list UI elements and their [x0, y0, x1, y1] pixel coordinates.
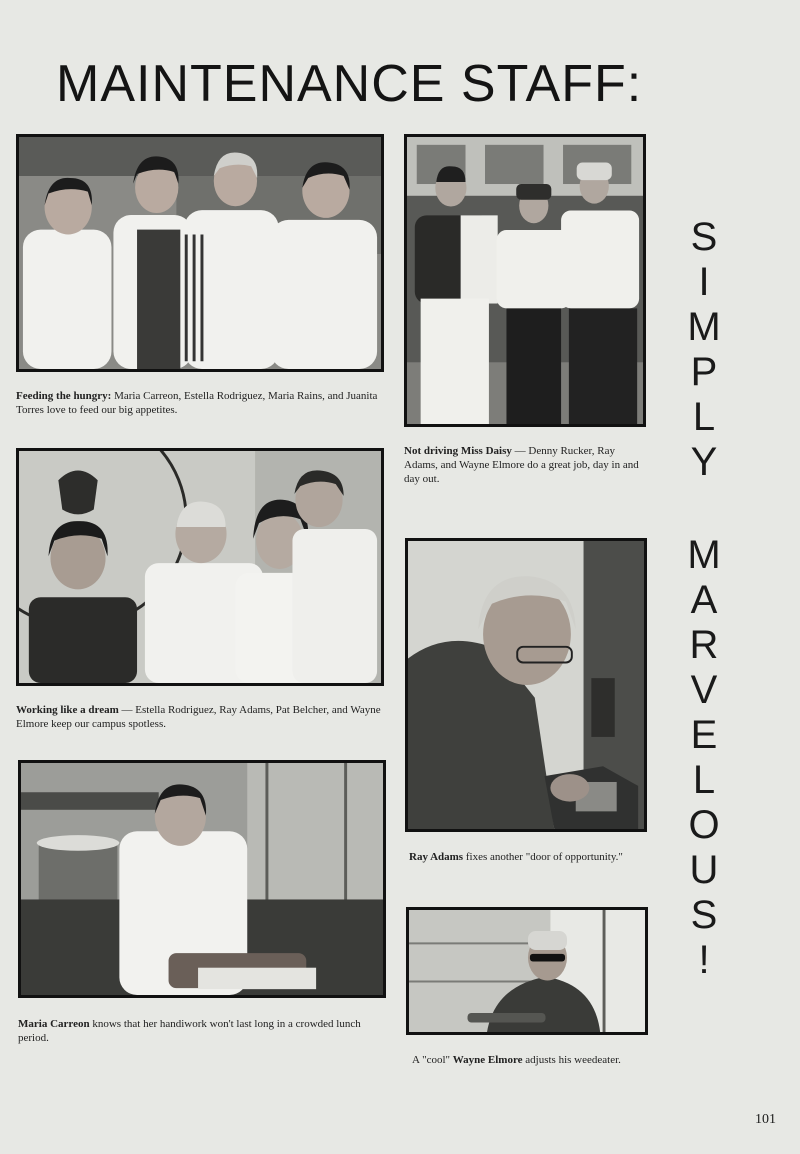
caption-ray-adams-text: fixes another "door of opportunity."	[463, 851, 623, 863]
caption-maria-carreon-bold: Maria Carreon	[18, 1018, 90, 1030]
photo-custodians-image	[19, 451, 381, 683]
caption-wayne-elmore-bold: Wayne Elmore	[452, 1054, 523, 1066]
caption-maria-carreon	[18, 1017, 388, 1045]
photo-maria-carreon-image	[21, 763, 383, 995]
vertical-heading-simply	[684, 215, 724, 485]
photo-wayne-elmore	[406, 907, 648, 1035]
vertical-letter: L	[692, 395, 716, 439]
page-number: 101	[755, 1112, 776, 1127]
caption-custodians	[16, 703, 384, 731]
vertical-letter: A	[690, 578, 718, 622]
caption-custodians-text: — Estella Rodriguez, Ray Adams, Pat Belcher, and Wayne Elmore keep our campus spotless.	[16, 704, 381, 730]
vertical-letter: E	[690, 713, 718, 757]
photo-ray-adams-image	[408, 541, 644, 829]
vertical-letter: P	[690, 350, 718, 394]
vertical-letter: !	[698, 938, 710, 982]
caption-ray-adams-bold: Ray Adams	[409, 851, 464, 863]
vertical-letter: V	[690, 668, 718, 712]
photo-bus-drivers-image	[407, 137, 643, 424]
vertical-letter: M	[687, 533, 721, 577]
photo-wayne-elmore-image	[409, 910, 645, 1032]
vertical-letter: S	[690, 215, 718, 259]
vertical-letter: Y	[690, 440, 718, 484]
vertical-letter: O	[688, 803, 720, 847]
vertical-heading-marvelous	[684, 533, 724, 983]
vertical-letter: L	[692, 758, 716, 802]
photo-ray-adams	[405, 538, 647, 832]
vertical-letter: M	[687, 305, 721, 349]
caption-wayne-elmore-pre: A "cool"	[412, 1054, 453, 1066]
caption-ray-adams	[409, 850, 647, 864]
vertical-letter: S	[690, 893, 718, 937]
caption-kitchen-staff	[16, 389, 384, 417]
caption-maria-carreon-text: knows that her handiwork won't last long in a crowded lunch period.	[18, 1018, 361, 1044]
vertical-letter: I	[698, 260, 710, 304]
caption-bus-drivers-text: — Denny Rucker, Ray Adams, and Wayne Elmore do a great job, day in and day out.	[404, 445, 639, 485]
photo-kitchen-staff	[16, 134, 384, 372]
caption-bus-drivers	[404, 444, 646, 486]
caption-bus-drivers-bold: Not driving Miss Daisy	[404, 445, 512, 457]
photo-custodians	[16, 448, 384, 686]
vertical-letter: U	[689, 848, 719, 892]
vertical-letter: R	[689, 623, 719, 667]
page-title: MAINTENANCE STAFF:	[56, 55, 643, 113]
photo-bus-drivers	[404, 134, 646, 427]
caption-wayne-elmore-text: adjusts his weedeater.	[522, 1054, 621, 1066]
photo-maria-carreon	[18, 760, 386, 998]
caption-kitchen-staff-text: Maria Carreon, Estella Rodriguez, Maria Rains, and Juanita Torres love to feed our big appetites.	[16, 390, 378, 416]
photo-kitchen-staff-image	[19, 137, 381, 369]
caption-custodians-bold: Working like a dream	[16, 704, 119, 716]
caption-kitchen-staff-bold: Feeding the hungry:	[16, 390, 112, 402]
caption-wayne-elmore	[412, 1053, 648, 1067]
